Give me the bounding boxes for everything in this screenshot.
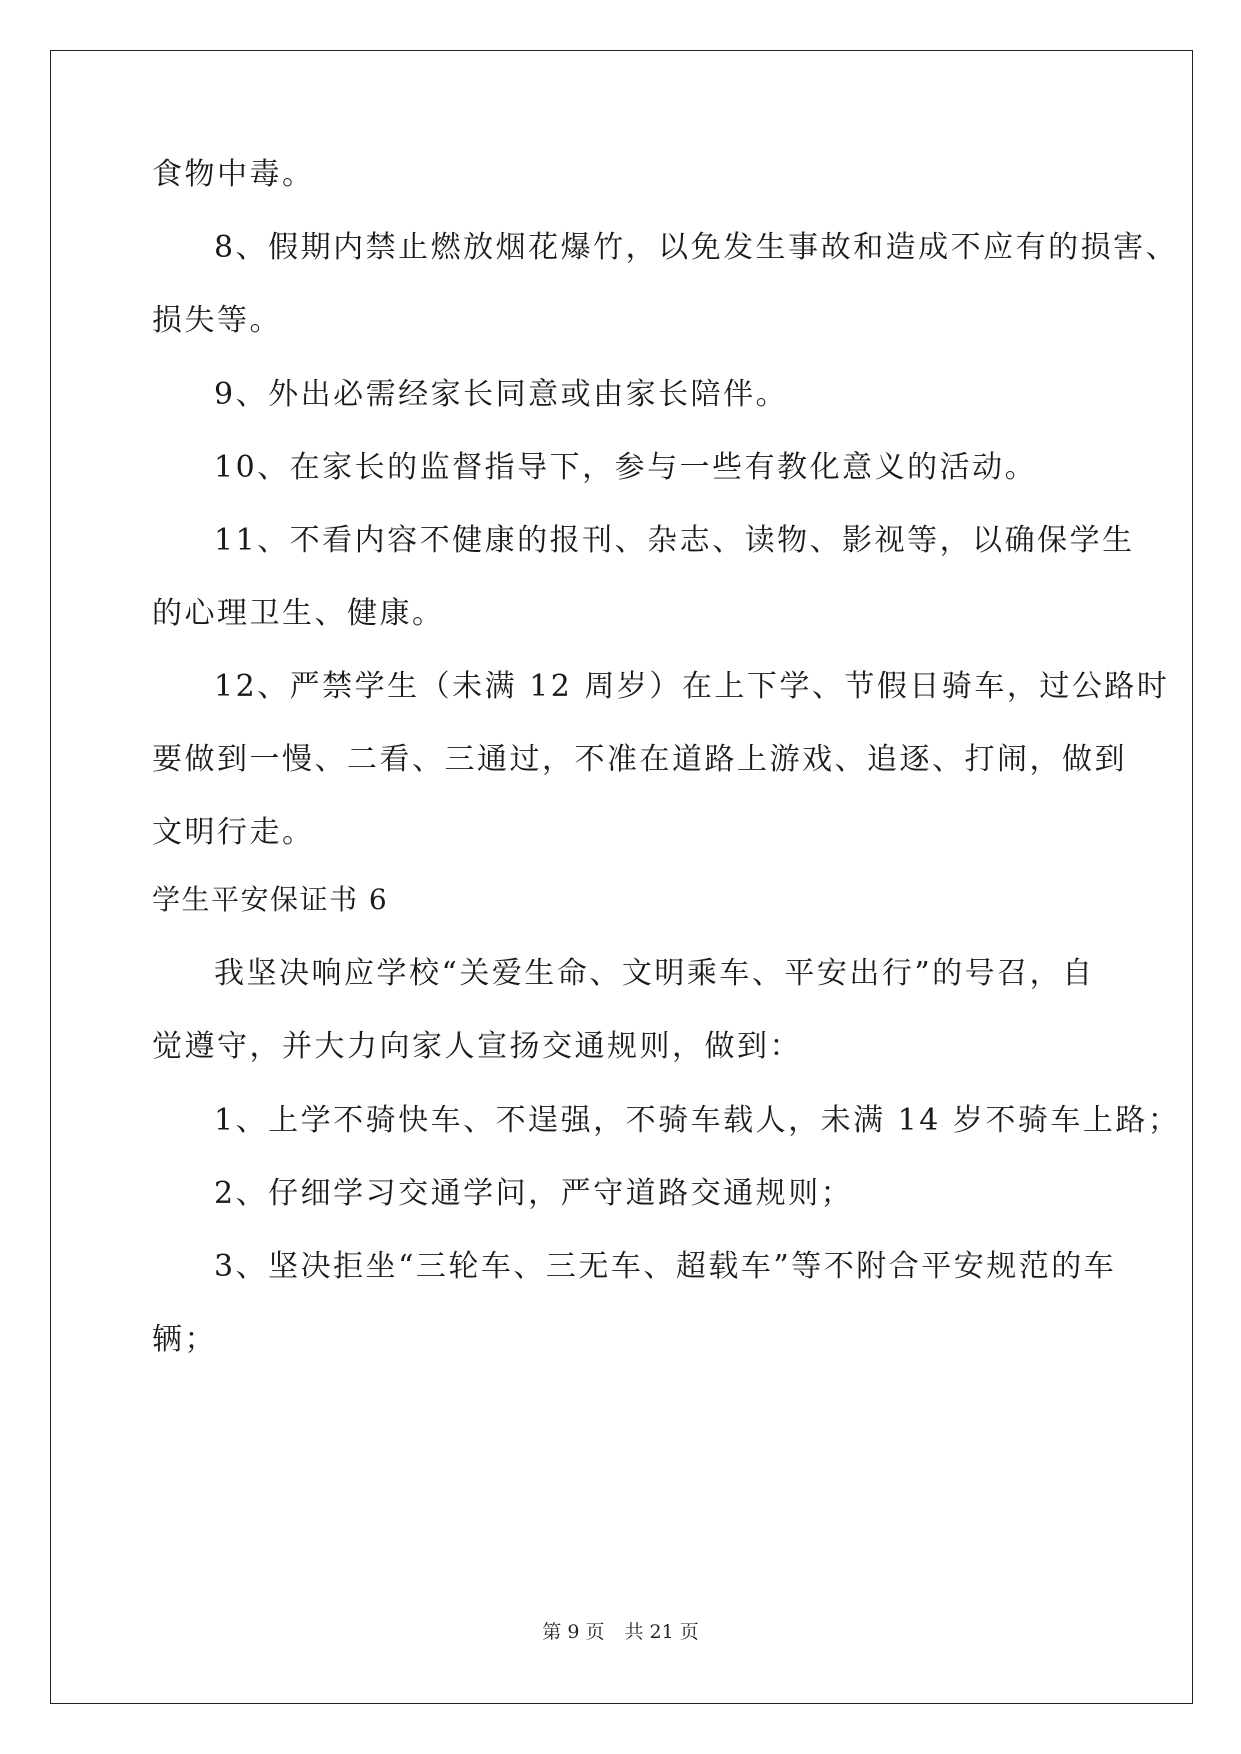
text-line-6: 11、不看内容不健康的报刊、杂志、读物、影视等，以确保学生 — [214, 523, 1135, 558]
text-line-9: 要做到一慢、二看、三通过，不准在道路上游戏、追逐、打闹，做到 — [152, 742, 1127, 777]
page-footer — [0, 1620, 1241, 1644]
text-line-12: 我坚决响应学校“关爱生命、文明乘车、平安出行”的号召，自 — [214, 956, 1095, 991]
text-line-16: 3、坚决拒坐“三轮车、三无车、超载车”等不附合平安规范的车 — [214, 1249, 1117, 1284]
text-line-17: 辆； — [152, 1322, 217, 1357]
text-line-4: 9、外出必需经家长同意或由家长陪伴。 — [214, 377, 789, 412]
text-line-13: 觉遵守，并大力向家人宣扬交通规则，做到： — [152, 1029, 802, 1064]
text-line-14: 1、上学不骑快车、不逞强，不骑车载人，未满 14 岁不骑车上路； — [214, 1103, 1181, 1138]
text-line-2: 8、假期内禁止燃放烟花爆竹，以免发生事故和造成不应有的损害、 — [214, 230, 1179, 265]
page-total: 共 21 页 — [624, 1621, 699, 1643]
text-line-3: 损失等。 — [152, 303, 282, 338]
page-number: 第 9 页 — [542, 1621, 605, 1643]
text-line-7: 的心理卫生、健康。 — [152, 596, 445, 631]
text-line-5: 10、在家长的监督指导下，参与一些有教化意义的活动。 — [214, 450, 1038, 485]
page-border — [50, 50, 1193, 1704]
text-line-10: 文明行走。 — [152, 815, 315, 850]
text-line-15: 2、仔细学习交通学问，严守道路交通规则； — [214, 1176, 854, 1211]
section-heading: 学生平安保证书 6 — [152, 883, 389, 916]
text-line-1: 食物中毒。 — [152, 157, 315, 192]
text-line-8: 12、严禁学生（未满 12 周岁）在上下学、节假日骑车，过公路时 — [214, 669, 1170, 704]
